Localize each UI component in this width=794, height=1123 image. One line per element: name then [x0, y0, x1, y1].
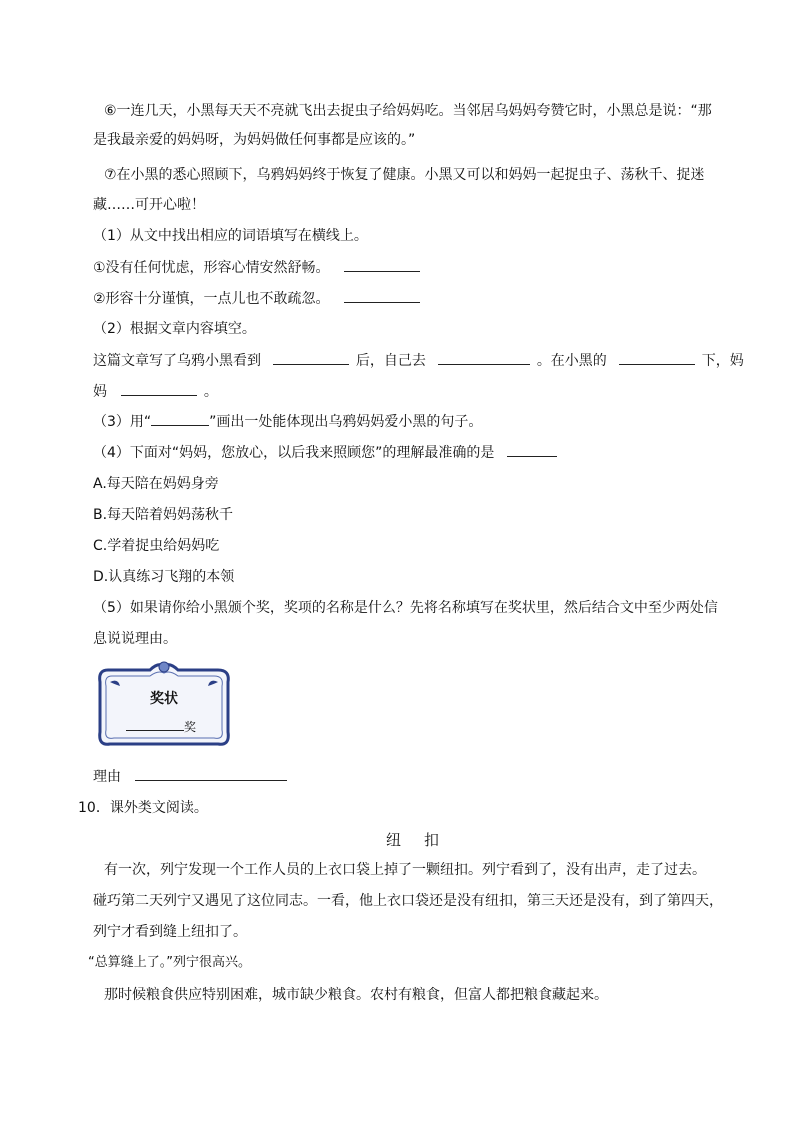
question-5-line-2: 息说说理由。 [93, 631, 177, 647]
item-1-text: ①没有任何忧虑，形容心情安然舒畅。 [93, 260, 330, 276]
option-b[interactable]: B.每天陪着妈妈荡秋千 [93, 507, 234, 523]
q2-text-2: 后，自己去 [355, 353, 426, 369]
option-c[interactable]: C.学着捉虫给妈妈吃 [93, 538, 220, 554]
para7-line1: ⑦在小黑的悉心照顾下，乌鸦妈妈终于恢复了健康。小黑又可以和妈妈一起捉虫子、荡秋千、捉迷 [104, 167, 705, 183]
para7-line2: 藏……可开心啦！ [93, 197, 205, 213]
answer-blank[interactable] [273, 350, 349, 365]
q3-text-1: （3）用“ [93, 414, 152, 430]
question-2-fill-line-2 [93, 381, 218, 402]
passage-p4: 那时候粮食供应特别困难，城市缺少粮食。农村有粮食，但富人都把粮食藏起来。 [104, 987, 608, 1003]
q2-text-4: 下，妈 [701, 353, 744, 369]
passage-p3: “总算缝上了。”列宁很高兴。 [88, 955, 251, 970]
q3-text-2: ”画出一处能体现出乌鸦妈妈爱小黑的句子。 [209, 414, 483, 430]
answer-blank[interactable] [507, 442, 557, 457]
question-2-fill-line-1 [93, 350, 744, 371]
underline-sample [151, 411, 209, 426]
para6-line2: 是我最亲爱的妈妈呀，为妈妈做任何事都是应该的。” [93, 132, 416, 148]
question-2-prompt: （2）根据文章内容填空。 [93, 321, 256, 337]
answer-blank[interactable] [344, 288, 420, 303]
question-4-prompt [93, 442, 557, 463]
reason-label: 理由 [93, 769, 121, 785]
q2-text-3: 。在小黑的 [536, 353, 607, 369]
option-d[interactable]: D.认真练习飞翔的本领 [93, 569, 235, 585]
question-3 [93, 411, 482, 432]
passage-p1: 有一次，列宁发现一个工作人员的上衣口袋上掉了一颗纽扣。列宁看到了，没有出声，走了过去。 [104, 862, 706, 878]
q4-text: （4）下面对“妈妈，您放心，以后我来照顾您”的理解最准确的是 [93, 445, 495, 461]
answer-blank[interactable] [438, 350, 530, 365]
section-10-heading: 10．课外类文阅读。 [78, 800, 208, 816]
question-1-item-2 [93, 288, 420, 309]
reason-row [93, 766, 287, 787]
question-1-item-1 [93, 257, 420, 278]
passage-p2-line1: 碰巧第二天列宁又遇见了这位同志。一看，他上衣口袋还是没有纽扣，第三天还是没有，到了第四天， [93, 893, 723, 909]
passage-p2-line2: 列宁才看到缝上纽扣了。 [93, 924, 247, 940]
question-1-prompt: （1）从文中找出相应的词语填写在横线上。 [93, 228, 368, 244]
option-a[interactable]: A.每天陪在妈妈身旁 [93, 476, 219, 492]
answer-blank[interactable] [344, 257, 420, 272]
reason-blank[interactable] [135, 766, 287, 781]
item-2-text: ②形容十分谨慎，一点儿也不敢疏忽。 [93, 291, 330, 307]
q2-text-5: 妈 [93, 384, 107, 400]
para6-line1: ⑥一连几天，小黑每天天不亮就飞出去捉虫子给妈妈吃。当邻居乌妈妈夸赞它时，小黑总是说：“那 [104, 103, 712, 119]
passage-title: 纽 扣 [386, 831, 444, 849]
award-name-blank[interactable] [126, 718, 184, 731]
answer-blank[interactable] [121, 381, 197, 396]
q2-text-6: 。 [203, 384, 218, 400]
award-suffix: 奖 [184, 720, 197, 734]
question-5-line-1: （5）如果请你给小黑颁个奖，奖项的名称是什么？先将名称填写在奖状里，然后结合文中至少两处信 [93, 600, 718, 616]
award-certificate [94, 660, 234, 752]
award-title: 奖状 [150, 691, 178, 707]
answer-blank[interactable] [619, 350, 695, 365]
q2-text-1: 这篇文章写了乌鸦小黑看到 [93, 353, 261, 369]
award-name-row [126, 718, 196, 735]
